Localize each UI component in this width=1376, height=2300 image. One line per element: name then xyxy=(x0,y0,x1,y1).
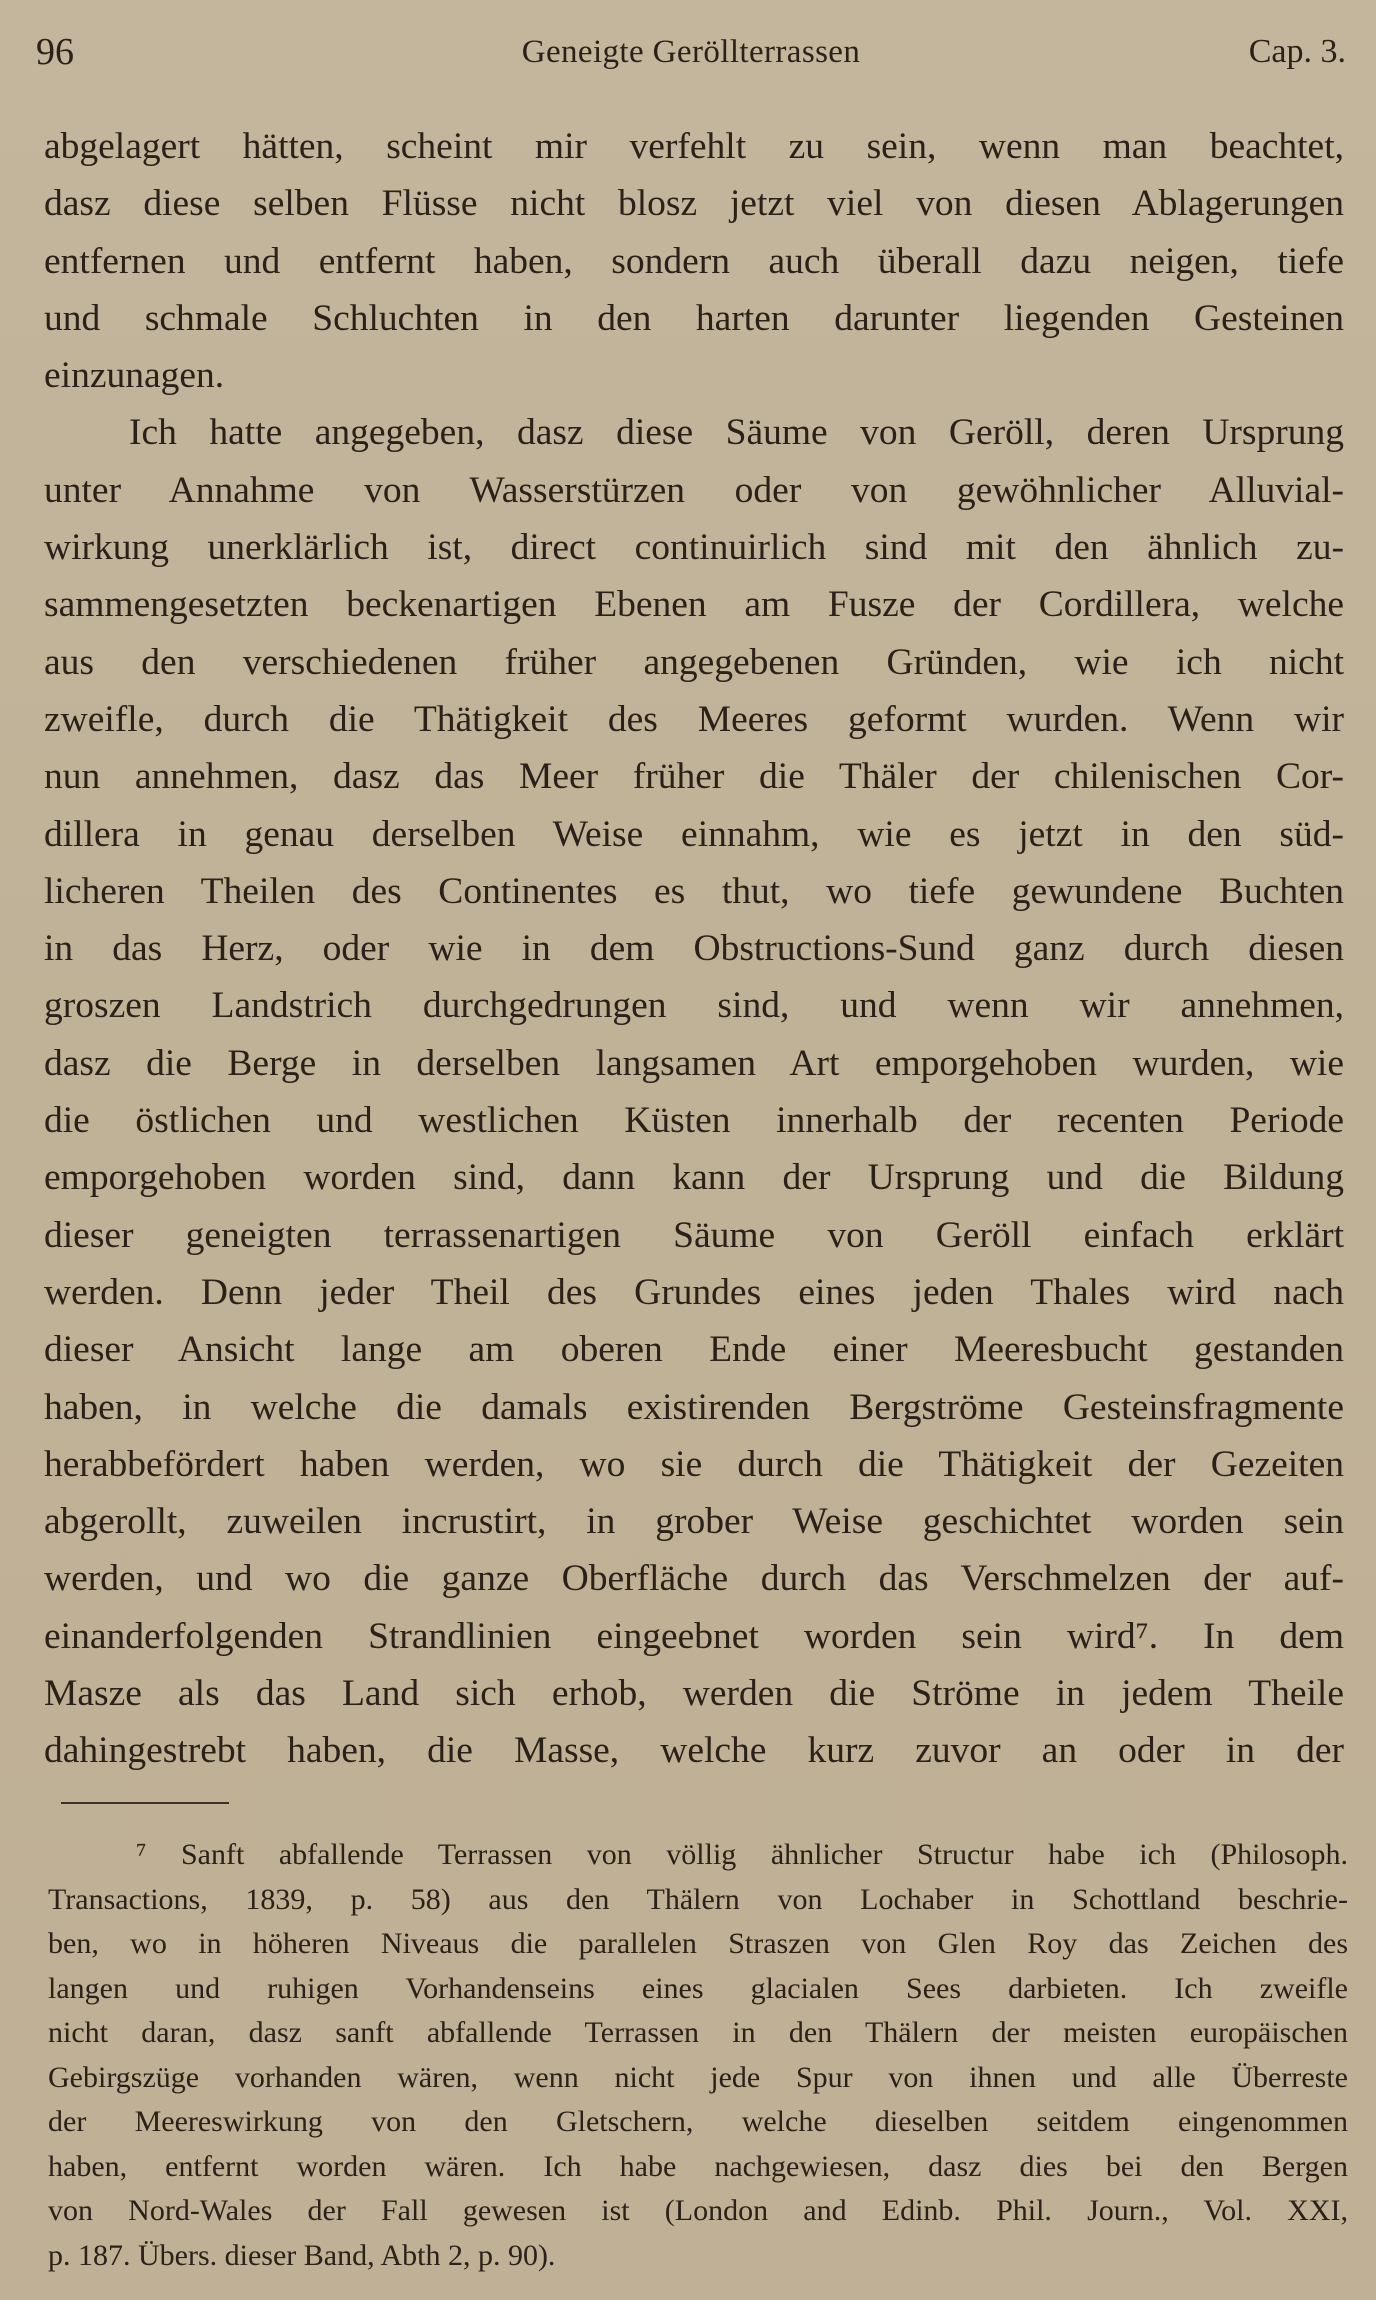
body-line: nun annehmen, dasz das Meer früher die Thäler der chilenischen Cor- xyxy=(44,756,1344,798)
body-line: unter Annahme von Wasserstürzen oder von gewöhnlicher Alluvial- xyxy=(44,469,1344,511)
body-line: dahingestrebt haben, die Masse, welche kurz zuvor an oder in der xyxy=(44,1730,1344,1772)
body-line: emporgehoben worden sind, dann kann der Ursprung und die Bildung xyxy=(44,1157,1344,1199)
body-line: zweifle, durch die Thätigkeit des Meeres geformt wurden. Wenn wir xyxy=(44,698,1344,740)
footnote-line: ⁷ Sanft abfallende Terrassen von völlig ähnlicher Structur habe ich (Philosoph. xyxy=(136,1838,1348,1871)
footnote-line: der Meereswirkung von den Gletschern, welche dieselben seitdem eingenommen xyxy=(48,2105,1348,2138)
footnote-divider xyxy=(61,1802,229,1804)
footnote-line: langen und ruhigen Vorhandenseins eines glacialen Sees darbieten. Ich zweifle xyxy=(48,1971,1348,2005)
footnote-line: nicht daran, dasz sanft abfallende Terrassen in den Thälern der meisten europäischen xyxy=(48,2016,1348,2049)
body-line: einzunagen. xyxy=(44,355,225,397)
footnote-line: von Nord-Wales der Fall gewesen ist (London and Edinb. Phil. Journ., Vol. XXI, xyxy=(48,2194,1348,2227)
body-line: wirkung unerklärlich ist, direct continuirlich sind mit den ähnlich zu- xyxy=(44,527,1344,569)
body-line: aus den verschiedenen früher angegebenen Gründen, wie ich nicht xyxy=(44,641,1344,683)
footnotes xyxy=(48,1833,1348,2278)
body-line: abgerollt, zuweilen incrustirt, in grober Weise geschichtet worden sein xyxy=(44,1501,1344,1543)
footnote-line: Transactions, 1839, p. 58) aus den Thälern von Lochaber in Schottland beschrie- xyxy=(48,1882,1348,1916)
footnote-line: p. 187. Übers. dieser Band, Abth 2, p. 90). xyxy=(48,2238,556,2272)
footnote-line: ben, wo in höheren Niveaus die parallelen Straszen von Glen Roy das Zeichen des xyxy=(48,1927,1348,1960)
body-line: und schmale Schluchten in den harten darunter liegenden Gesteinen xyxy=(44,297,1344,339)
body-line: dieser geneigten terrassenartigen Säume von Geröll einfach erklärt xyxy=(44,1214,1344,1256)
body-line: in das Herz, oder wie in dem Obstructions-Sund ganz durch diesen xyxy=(44,928,1344,970)
page-number: 96 xyxy=(36,31,74,73)
body-line: abgelagert hätten, scheint mir verfehlt zu sein, wenn man beachtet, xyxy=(44,126,1344,167)
body-line: haben, in welche die damals existirenden Bergströme Gesteinsfragmente xyxy=(44,1386,1344,1428)
chapter-label: Cap. 3. xyxy=(1248,33,1346,70)
body-line: herabbefördert haben werden, wo sie durch die Thätigkeit der Gezeiten xyxy=(44,1443,1344,1485)
body-line: werden, und wo die ganze Oberfläche durch das Verschmelzen der auf- xyxy=(44,1558,1344,1600)
body-line: licheren Theilen des Continentes es thut, wo tiefe gewundene Buchten xyxy=(44,870,1344,912)
body-line: Masze als das Land sich erhob, werden die Ströme in jedem Theile xyxy=(44,1673,1344,1715)
running-head xyxy=(36,28,1346,76)
body-line: dillera in genau derselben Weise einnahm, wie es jetzt in den süd- xyxy=(44,813,1344,855)
running-title: Geneigte Geröllterrassen xyxy=(521,34,861,70)
body-line: entfernen und entfernt haben, sondern auch überall dazu neigen, tiefe xyxy=(44,240,1344,282)
body-line: dieser Ansicht lange am oberen Ende einer Meeresbucht gestanden xyxy=(44,1329,1344,1371)
body-text xyxy=(44,118,1344,1780)
body-line: einanderfolgenden Strandlinien eingeebnet worden sein wird⁷. In dem xyxy=(44,1615,1344,1657)
body-line: die östlichen und westlichen Küsten innerhalb der recenten Periode xyxy=(44,1100,1344,1142)
body-line: Ich hatte angegeben, dasz diese Säume von Geröll, deren Ursprung xyxy=(129,412,1344,454)
body-line: groszen Landstrich durchgedrungen sind, und wenn wir annehmen, xyxy=(44,985,1344,1027)
body-line: sammengesetzten beckenartigen Ebenen am Fusze der Cordillera, welche xyxy=(44,584,1344,626)
footnote-line: haben, entfernt worden wären. Ich habe nachgewiesen, dasz dies bei den Bergen xyxy=(48,2149,1348,2183)
body-line: werden. Denn jeder Theil des Grundes eines jeden Thales wird nach xyxy=(44,1271,1344,1313)
footnote-line: Gebirgszüge vorhanden wären, wenn nicht jede Spur von ihnen und alle Überreste xyxy=(48,2060,1348,2094)
body-line: dasz diese selben Flüsse nicht blosz jetzt viel von diesen Ablagerungen xyxy=(44,183,1344,225)
body-line: dasz die Berge in derselben langsamen Art emporgehoben wurden, wie xyxy=(44,1042,1344,1084)
